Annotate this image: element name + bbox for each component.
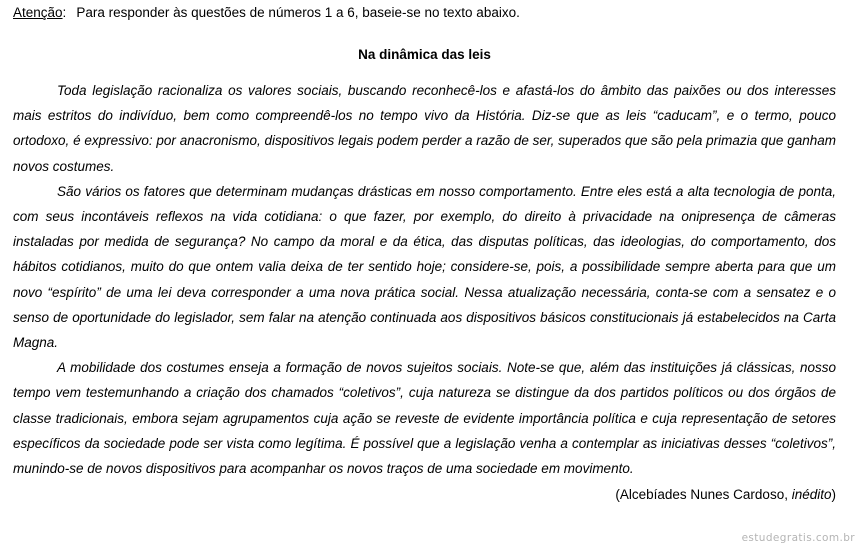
attribution-work: inédito [791,487,832,502]
text-body [13,78,836,481]
attention-label: Atenção [13,5,63,20]
paragraph-2: São vários os fatores que determinam mudanças drásticas em nosso comportamento. Entre eles está a alta tecnologia de ponta, com seus incontáveis reflexos na vida cotidiana: o que fazer, por exemplo, do direito à privacidade na onipresença de câmeras instaladas por medida de segurança? No campo da moral e da ética, das disputas políticas, das ideologias, do comportamento, dos hábitos cotidianos, muito do que ontem valia deixa de ter sentido hoje; considere-se, pois, a possibilidade sempre aberta para que um novo “espírito” de uma lei deva corresponder a uma nova prática social. Nessa atualização necessária, conta-se com a sensatez e o senso de oportunidade do legislador, sem falar na atenção continuada aos dispositivos básicos constitucionais já estabelecidos na Carta Magna. [13,183,836,351]
text-title: Na dinâmica das leis [358,47,491,62]
attention-colon: : [62,5,67,20]
source-attribution [615,485,836,505]
attribution-close: ) [831,487,836,502]
attention-text: Para responder às questões de números 1 a 6, baseie-se no texto abaixo. [76,5,520,20]
site-watermark: estudegratis.com.br [741,532,855,544]
attribution-author: (Alcebíades Nunes Cardoso, [615,487,792,502]
attention-notice [13,4,520,22]
paragraph-3: A mobilidade dos costumes enseja a formação de novos sujeitos sociais. Note-se que, além das instituições já clássicas, nosso tempo vem testemunhando a criação dos chamados “coletivos”, cuja natureza se distingue da dos partidos políticos ou dos órgãos de classe tradicionais, embora sejam agrupamentos cuja ação se reveste de evidente importância política e cuja representação de setores específicos da sociedade pode ser vista como legítima. É possível que a legislação venha a contemplar as iniciativas desses “coletivos”, munindo-se de novos dispositivos para acompanhar os novos traços de uma sociedade em movimento. [13,360,836,477]
paragraph-1: Toda legislação racionaliza os valores sociais, buscando reconhecê-los e afastá-los do âmbito das paixões ou dos interesses mais estritos do indivíduo, bem como compreendê-los no tempo vivo da História. Diz-se que as leis “caducam”, e o termo, pouco ortodoxo, é expressivo: por anacronismo, dispositivos legais podem perder a razão de ser, superados que são pela primazia que ganham novos costumes. [13,83,836,174]
